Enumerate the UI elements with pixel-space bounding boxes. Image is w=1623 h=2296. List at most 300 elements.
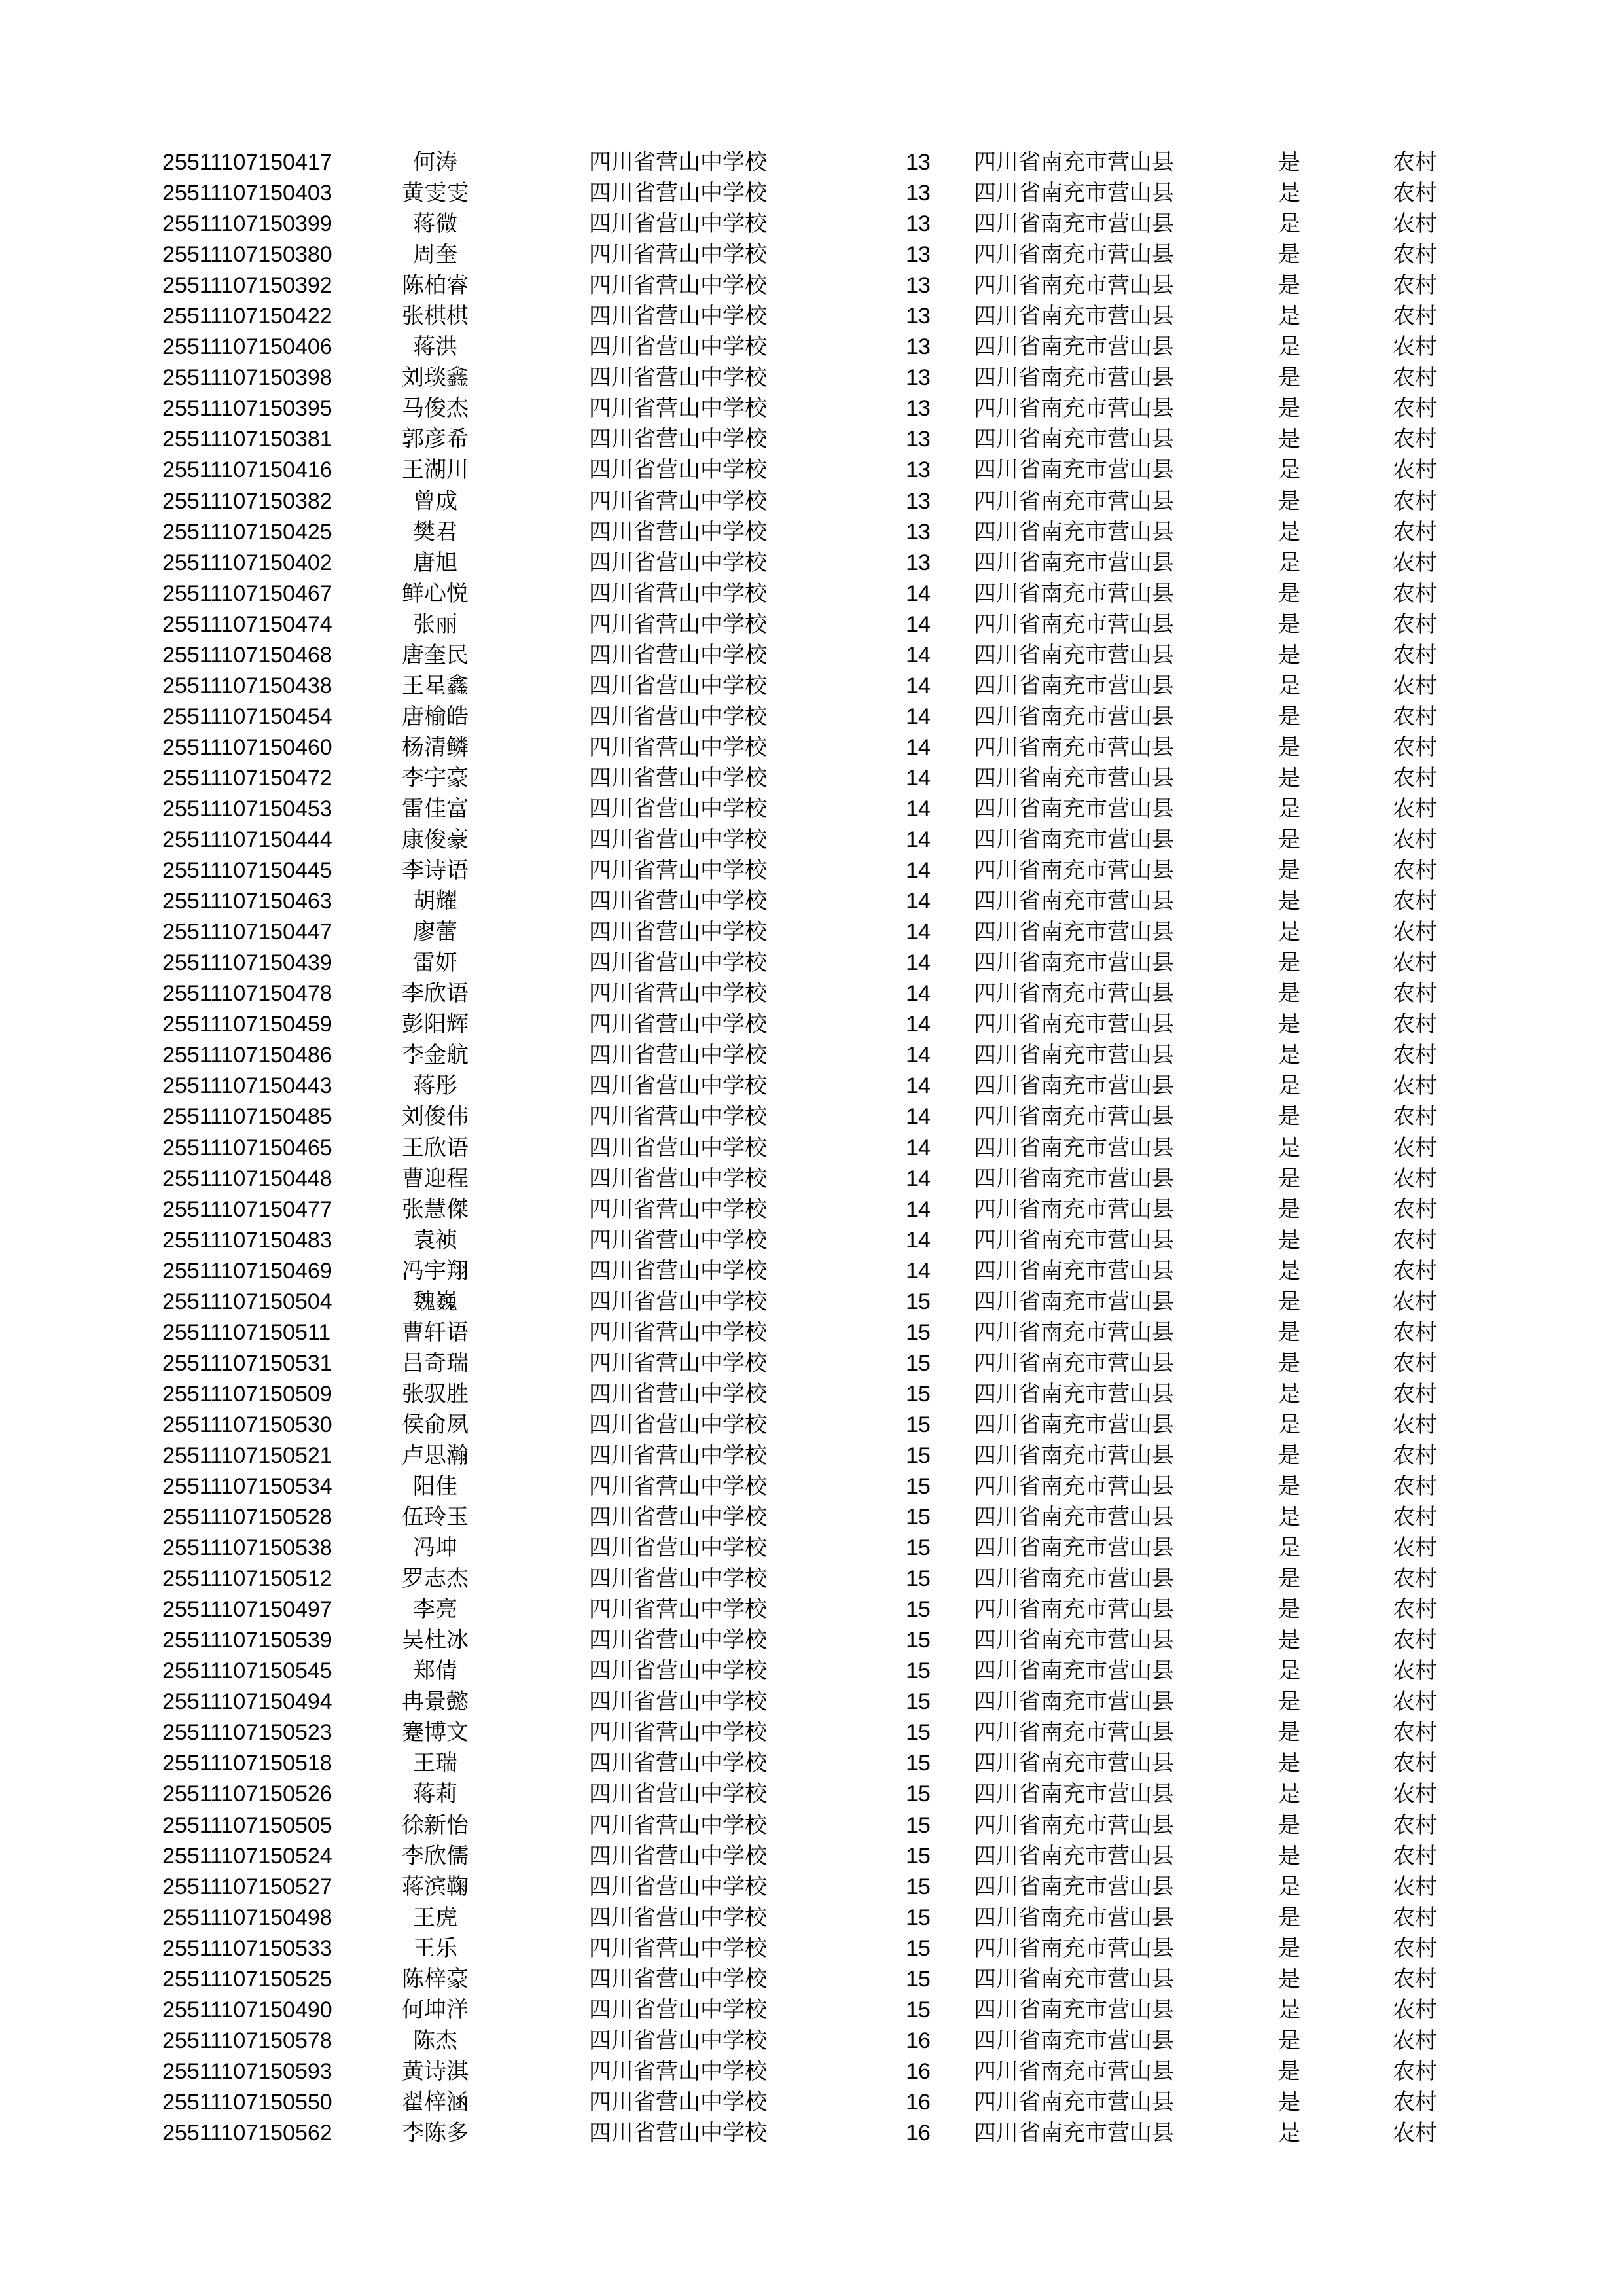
region-cell: 四川省南充市营山县: [974, 580, 1174, 607]
school-cell: 四川省营山中学校: [589, 1196, 767, 1223]
grade-cell: 15: [906, 1381, 931, 1407]
area-type-cell: 农村: [1393, 1319, 1437, 1346]
school-cell: 四川省营山中学校: [589, 1442, 767, 1469]
student-name-cell: 马俊杰: [402, 395, 469, 422]
region-cell: 四川省南充市营山县: [974, 1842, 1174, 1869]
school-cell: 四川省营山中学校: [589, 888, 767, 915]
grade-cell: 14: [906, 1258, 931, 1283]
student-name-cell: 李欣语: [402, 980, 469, 1007]
flag-cell: 是: [1278, 919, 1300, 946]
table-row: [0, 1441, 1623, 1471]
area-type-cell: 农村: [1393, 457, 1437, 484]
grade-cell: 14: [906, 1043, 931, 1068]
student-name-cell: 樊君: [413, 518, 457, 545]
region-cell: 四川省南充市营山县: [974, 1134, 1174, 1161]
area-type-cell: 农村: [1393, 764, 1437, 791]
grade-cell: 14: [906, 1104, 931, 1130]
grade-cell: 15: [906, 1874, 931, 1899]
flag-cell: 是: [1278, 795, 1300, 822]
school-cell: 四川省营山中学校: [589, 795, 767, 822]
flag-cell: 是: [1278, 1011, 1300, 1038]
flag-cell: 是: [1278, 1350, 1300, 1376]
region-cell: 四川省南充市营山县: [974, 827, 1174, 853]
area-type-cell: 农村: [1393, 1965, 1437, 1992]
student-id-cell: 25511107150380: [162, 242, 332, 268]
student-name-cell: 李金航: [402, 1042, 469, 1069]
student-name-cell: 袁祯: [413, 1227, 457, 1253]
student-name-cell: 黄雯雯: [402, 180, 469, 207]
grade-cell: 15: [906, 1782, 931, 1807]
grade-cell: 15: [906, 1597, 931, 1623]
school-cell: 四川省营山中学校: [589, 1165, 767, 1192]
student-id-cell: 25511107150406: [162, 334, 332, 360]
student-id-cell: 25511107150438: [162, 673, 332, 698]
student-name-cell: 李陈多: [402, 2120, 469, 2146]
table-row: [0, 640, 1623, 671]
student-name-cell: 冉景懿: [402, 1689, 469, 1715]
student-id-cell: 25511107150539: [162, 1628, 332, 1653]
region-cell: 四川省南充市营山县: [974, 334, 1174, 361]
school-cell: 四川省营山中学校: [589, 2058, 767, 2085]
table-row: [0, 825, 1623, 855]
region-cell: 四川省南充市营山县: [974, 1781, 1174, 1808]
region-cell: 四川省南充市营山县: [974, 672, 1174, 699]
grade-cell: 13: [906, 427, 931, 452]
school-cell: 四川省营山中学校: [589, 1719, 767, 1746]
flag-cell: 是: [1278, 1411, 1300, 1438]
region-cell: 四川省南充市营山县: [974, 857, 1174, 884]
table-row: [0, 1225, 1623, 1256]
student-name-cell: 何坤洋: [402, 1996, 469, 2023]
grade-cell: 15: [906, 1751, 931, 1776]
student-id-cell: 25511107150468: [162, 642, 332, 668]
student-id-cell: 25511107150467: [162, 581, 332, 606]
school-cell: 四川省营山中学校: [589, 1596, 767, 1623]
flag-cell: 是: [1278, 827, 1300, 853]
table-row: [0, 455, 1623, 486]
student-id-cell: 25511107150416: [162, 457, 332, 483]
student-name-cell: 廖蕾: [413, 919, 457, 946]
flag-cell: 是: [1278, 303, 1300, 330]
student-id-cell: 25511107150518: [162, 1751, 332, 1776]
school-cell: 四川省营山中学校: [589, 1535, 767, 1562]
area-type-cell: 农村: [1393, 426, 1437, 453]
student-name-cell: 王瑞: [413, 1750, 457, 1777]
school-cell: 四川省营山中学校: [589, 950, 767, 977]
table-row: [0, 1533, 1623, 1564]
flag-cell: 是: [1278, 211, 1300, 238]
region-cell: 四川省南充市营山县: [974, 919, 1174, 946]
table-row: [0, 1995, 1623, 2026]
table-row: [0, 978, 1623, 1009]
school-cell: 四川省营山中学校: [589, 1566, 767, 1592]
flag-cell: 是: [1278, 1227, 1300, 1253]
student-id-cell: 25511107150533: [162, 1935, 332, 1961]
area-type-cell: 农村: [1393, 1011, 1437, 1038]
area-type-cell: 农村: [1393, 1935, 1437, 1962]
student-id-cell: 25511107150443: [162, 1073, 332, 1099]
table-row: [0, 2087, 1623, 2118]
flag-cell: 是: [1278, 1473, 1300, 1500]
student-name-cell: 杨清鳞: [402, 734, 469, 761]
area-type-cell: 农村: [1393, 1073, 1437, 1100]
area-type-cell: 农村: [1393, 1227, 1437, 1253]
region-cell: 四川省南充市营山县: [974, 1196, 1174, 1223]
school-cell: 四川省营山中学校: [589, 334, 767, 361]
area-type-cell: 农村: [1393, 365, 1437, 391]
grade-cell: 15: [906, 1289, 931, 1314]
flag-cell: 是: [1278, 1288, 1300, 1315]
school-cell: 四川省营山中学校: [589, 272, 767, 299]
region-cell: 四川省南充市营山县: [974, 1596, 1174, 1623]
school-cell: 四川省营山中学校: [589, 457, 767, 484]
region-cell: 四川省南充市营山县: [974, 2027, 1174, 2054]
grade-cell: 15: [906, 1935, 931, 1961]
table-row: [0, 1040, 1623, 1071]
school-cell: 四川省营山中学校: [589, 1073, 767, 1100]
table-row: [0, 1717, 1623, 1748]
grade-cell: 14: [906, 1073, 931, 1099]
student-id-cell: 25511107150509: [162, 1381, 332, 1407]
school-cell: 四川省营山中学校: [589, 611, 767, 637]
area-type-cell: 农村: [1393, 149, 1437, 175]
student-name-cell: 李亮: [413, 1596, 457, 1623]
student-id-cell: 25511107150382: [162, 488, 332, 514]
grade-cell: 13: [906, 457, 931, 483]
table-row: [0, 1933, 1623, 1964]
student-id-cell: 25511107150469: [162, 1258, 332, 1283]
region-cell: 四川省南充市营山县: [974, 272, 1174, 299]
area-type-cell: 农村: [1393, 611, 1437, 637]
school-cell: 四川省营山中学校: [589, 827, 767, 853]
grade-cell: 14: [906, 765, 931, 791]
grade-cell: 16: [906, 2028, 931, 2053]
student-id-cell: 25511107150448: [162, 1166, 332, 1191]
table-row: [0, 270, 1623, 301]
student-name-cell: 周奎: [413, 242, 457, 268]
school-cell: 四川省营山中学校: [589, 518, 767, 545]
area-type-cell: 农村: [1393, 672, 1437, 699]
school-cell: 四川省营山中学校: [589, 1904, 767, 1931]
grade-cell: 13: [906, 365, 931, 391]
student-id-cell: 25511107150459: [162, 1012, 332, 1037]
grade-cell: 15: [906, 1905, 931, 1930]
area-type-cell: 农村: [1393, 395, 1437, 422]
flag-cell: 是: [1278, 1380, 1300, 1407]
flag-cell: 是: [1278, 1442, 1300, 1469]
grade-cell: 16: [906, 2058, 931, 2084]
school-cell: 四川省营山中学校: [589, 395, 767, 422]
student-name-cell: 蒋微: [413, 211, 457, 238]
region-cell: 四川省南充市营山县: [974, 1319, 1174, 1346]
table-row: [0, 1102, 1623, 1132]
school-cell: 四川省营山中学校: [589, 580, 767, 607]
student-id-cell: 25511107150444: [162, 827, 332, 853]
flag-cell: 是: [1278, 1935, 1300, 1962]
student-name-cell: 胡耀: [413, 888, 457, 915]
student-id-cell: 25511107150381: [162, 427, 332, 452]
student-name-cell: 李诗语: [402, 857, 469, 884]
area-type-cell: 农村: [1393, 2027, 1437, 2054]
flag-cell: 是: [1278, 518, 1300, 545]
grade-cell: 16: [906, 2121, 931, 2145]
region-cell: 四川省南充市营山县: [974, 611, 1174, 637]
region-cell: 四川省南充市营山县: [974, 1719, 1174, 1746]
student-name-cell: 唐奎民: [402, 641, 469, 668]
student-id-cell: 25511107150478: [162, 981, 332, 1007]
table-row: [0, 1872, 1623, 1903]
student-id-cell: 25511107150398: [162, 365, 332, 391]
area-type-cell: 农村: [1393, 1103, 1437, 1130]
region-cell: 四川省南充市营山县: [974, 764, 1174, 791]
student-name-cell: 王欣语: [402, 1134, 469, 1161]
table-row: [0, 363, 1623, 393]
table-row: [0, 424, 1623, 455]
school-cell: 四川省营山中学校: [589, 2089, 767, 2115]
grade-cell: 13: [906, 550, 931, 575]
student-name-cell: 曹轩语: [402, 1319, 469, 1346]
school-cell: 四川省营山中学校: [589, 919, 767, 946]
area-type-cell: 农村: [1393, 1535, 1437, 1562]
grade-cell: 15: [906, 1443, 931, 1468]
student-name-cell: 蒋滨鞠: [402, 1873, 469, 1900]
grade-cell: 14: [906, 1166, 931, 1191]
school-cell: 四川省营山中学校: [589, 1996, 767, 2023]
region-cell: 四川省南充市营山县: [974, 1935, 1174, 1962]
grade-cell: 14: [906, 642, 931, 668]
school-cell: 四川省营山中学校: [589, 1689, 767, 1715]
region-cell: 四川省南充市营山县: [974, 795, 1174, 822]
flag-cell: 是: [1278, 2027, 1300, 2054]
grade-cell: 14: [906, 704, 931, 729]
region-cell: 四川省南充市营山县: [974, 2089, 1174, 2115]
region-cell: 四川省南充市营山县: [974, 303, 1174, 330]
student-id-cell: 25511107150472: [162, 765, 332, 791]
area-type-cell: 农村: [1393, 2089, 1437, 2115]
flag-cell: 是: [1278, 764, 1300, 791]
flag-cell: 是: [1278, 857, 1300, 884]
student-id-cell: 25511107150524: [162, 1843, 332, 1869]
area-type-cell: 农村: [1393, 1750, 1437, 1777]
student-name-cell: 蒋彤: [413, 1073, 457, 1100]
area-type-cell: 农村: [1393, 857, 1437, 884]
area-type-cell: 农村: [1393, 888, 1437, 915]
flag-cell: 是: [1278, 1257, 1300, 1284]
area-type-cell: 农村: [1393, 1781, 1437, 1808]
school-cell: 四川省营山中学校: [589, 488, 767, 514]
flag-cell: 是: [1278, 1996, 1300, 2023]
region-cell: 四川省南充市营山县: [974, 2120, 1174, 2146]
student-name-cell: 李欣儒: [402, 1842, 469, 1869]
grade-cell: 14: [906, 827, 931, 853]
flag-cell: 是: [1278, 488, 1300, 514]
area-type-cell: 农村: [1393, 303, 1437, 330]
region-cell: 四川省南充市营山县: [974, 211, 1174, 238]
school-cell: 四川省营山中学校: [589, 211, 767, 238]
area-type-cell: 农村: [1393, 641, 1437, 668]
flag-cell: 是: [1278, 1566, 1300, 1592]
area-type-cell: 农村: [1393, 1350, 1437, 1376]
school-cell: 四川省营山中学校: [589, 149, 767, 175]
table-row: [0, 209, 1623, 240]
table-row: [0, 2118, 1623, 2149]
student-name-cell: 王星鑫: [402, 672, 469, 699]
student-id-cell: 25511107150521: [162, 1443, 332, 1468]
school-cell: 四川省营山中学校: [589, 1411, 767, 1438]
flag-cell: 是: [1278, 1042, 1300, 1069]
student-id-cell: 25511107150474: [162, 611, 332, 637]
region-cell: 四川省南充市营山县: [974, 1904, 1174, 1931]
grade-cell: 14: [906, 858, 931, 884]
student-name-cell: 王虎: [413, 1904, 457, 1931]
school-cell: 四川省营山中学校: [589, 764, 767, 791]
region-cell: 四川省南充市营山县: [974, 950, 1174, 977]
school-cell: 四川省营山中学校: [589, 1504, 767, 1531]
flag-cell: 是: [1278, 365, 1300, 391]
student-id-cell: 25511107150445: [162, 858, 332, 884]
flag-cell: 是: [1278, 457, 1300, 484]
student-name-cell: 唐旭: [413, 549, 457, 576]
grade-cell: 14: [906, 950, 931, 976]
region-cell: 四川省南充市营山县: [974, 1689, 1174, 1715]
grade-cell: 13: [906, 273, 931, 298]
region-cell: 四川省南充市营山县: [974, 1442, 1174, 1469]
area-type-cell: 农村: [1393, 1473, 1437, 1500]
table-row: [0, 1625, 1623, 1656]
student-id-cell: 25511107150505: [162, 1812, 332, 1838]
table-row: [0, 1687, 1623, 1717]
area-type-cell: 农村: [1393, 1842, 1437, 1869]
area-type-cell: 农村: [1393, 1996, 1437, 2023]
area-type-cell: 农村: [1393, 1904, 1437, 1931]
flag-cell: 是: [1278, 1165, 1300, 1192]
area-type-cell: 农村: [1393, 580, 1437, 607]
flag-cell: 是: [1278, 1627, 1300, 1654]
region-cell: 四川省南充市营山县: [974, 180, 1174, 207]
school-cell: 四川省营山中学校: [589, 1257, 767, 1284]
student-id-cell: 25511107150531: [162, 1350, 332, 1376]
grade-cell: 14: [906, 981, 931, 1007]
student-id-cell: 25511107150578: [162, 2028, 332, 2053]
table-row: [0, 794, 1623, 825]
area-type-cell: 农村: [1393, 1257, 1437, 1284]
student-id-cell: 25511107150422: [162, 304, 332, 329]
flag-cell: 是: [1278, 1965, 1300, 1992]
school-cell: 四川省营山中学校: [589, 1350, 767, 1376]
grade-cell: 15: [906, 1319, 931, 1345]
student-id-cell: 25511107150523: [162, 1720, 332, 1746]
area-type-cell: 农村: [1393, 1165, 1437, 1192]
table-row: [0, 1410, 1623, 1441]
grade-cell: 15: [906, 1505, 931, 1530]
flag-cell: 是: [1278, 1781, 1300, 1808]
area-type-cell: 农村: [1393, 734, 1437, 761]
region-cell: 四川省南充市营山县: [974, 395, 1174, 422]
area-type-cell: 农村: [1393, 549, 1437, 576]
region-cell: 四川省南充市营山县: [974, 1873, 1174, 1900]
region-cell: 四川省南充市营山县: [974, 1380, 1174, 1407]
student-name-cell: 魏巍: [413, 1288, 457, 1315]
student-name-cell: 阳佳: [413, 1473, 457, 1500]
school-cell: 四川省营山中学校: [589, 1380, 767, 1407]
region-cell: 四川省南充市营山县: [974, 488, 1174, 514]
area-type-cell: 农村: [1393, 950, 1437, 977]
table-row: [0, 886, 1623, 917]
table-row: [0, 763, 1623, 794]
school-cell: 四川省营山中学校: [589, 1935, 767, 1962]
student-name-cell: 彭阳辉: [402, 1011, 469, 1038]
flag-cell: 是: [1278, 703, 1300, 730]
student-name-cell: 蒋洪: [413, 334, 457, 361]
student-name-cell: 罗志杰: [402, 1566, 469, 1592]
area-type-cell: 农村: [1393, 1719, 1437, 1746]
student-id-cell: 25511107150527: [162, 1874, 332, 1899]
grade-cell: 15: [906, 1566, 931, 1592]
grade-cell: 15: [906, 1689, 931, 1715]
student-name-cell: 吕奇瑞: [402, 1350, 469, 1376]
student-id-cell: 25511107150511: [162, 1319, 331, 1345]
table-row: [0, 1318, 1623, 1348]
region-cell: 四川省南充市营山县: [974, 1812, 1174, 1839]
school-cell: 四川省营山中学校: [589, 180, 767, 207]
school-cell: 四川省营山中学校: [589, 303, 767, 330]
school-cell: 四川省营山中学校: [589, 1842, 767, 1869]
area-type-cell: 农村: [1393, 1504, 1437, 1531]
student-name-cell: 侯俞夙: [402, 1411, 469, 1438]
student-name-cell: 刘俊伟: [402, 1103, 469, 1130]
area-type-cell: 农村: [1393, 1134, 1437, 1161]
grade-cell: 14: [906, 1227, 931, 1253]
flag-cell: 是: [1278, 734, 1300, 761]
student-id-cell: 25511107150528: [162, 1505, 332, 1530]
table-row: [0, 609, 1623, 640]
table-row: [0, 1379, 1623, 1410]
flag-cell: 是: [1278, 1904, 1300, 1931]
grade-cell: 14: [906, 611, 931, 637]
area-type-cell: 农村: [1393, 1566, 1437, 1592]
school-cell: 四川省营山中学校: [589, 1319, 767, 1346]
flag-cell: 是: [1278, 580, 1300, 607]
region-cell: 四川省南充市营山县: [974, 703, 1174, 730]
student-id-cell: 25511107150402: [162, 550, 332, 575]
grade-cell: 15: [906, 1997, 931, 2022]
table-row: [0, 855, 1623, 886]
table-row: [0, 1841, 1623, 1872]
region-cell: 四川省南充市营山县: [974, 1627, 1174, 1654]
grade-cell: 15: [906, 1843, 931, 1869]
student-name-cell: 吴杜冰: [402, 1627, 469, 1654]
area-type-cell: 农村: [1393, 1627, 1437, 1654]
student-id-cell: 25511107150512: [162, 1566, 332, 1592]
table-row: [0, 393, 1623, 424]
region-cell: 四川省南充市营山县: [974, 1504, 1174, 1531]
school-cell: 四川省营山中学校: [589, 365, 767, 391]
flag-cell: 是: [1278, 611, 1300, 637]
flag-cell: 是: [1278, 1812, 1300, 1839]
flag-cell: 是: [1278, 641, 1300, 668]
area-type-cell: 农村: [1393, 827, 1437, 853]
school-cell: 四川省营山中学校: [589, 857, 767, 884]
student-name-cell: 冯宇翔: [402, 1257, 469, 1284]
student-name-cell: 陈梓豪: [402, 1965, 469, 1992]
table-row: [0, 1564, 1623, 1594]
area-type-cell: 农村: [1393, 1873, 1437, 1900]
table-row: [0, 1964, 1623, 1995]
school-cell: 四川省营山中学校: [589, 1473, 767, 1500]
school-cell: 四川省营山中学校: [589, 1812, 767, 1839]
student-name-cell: 王湖川: [402, 457, 469, 484]
student-name-cell: 郭彦希: [402, 426, 469, 453]
